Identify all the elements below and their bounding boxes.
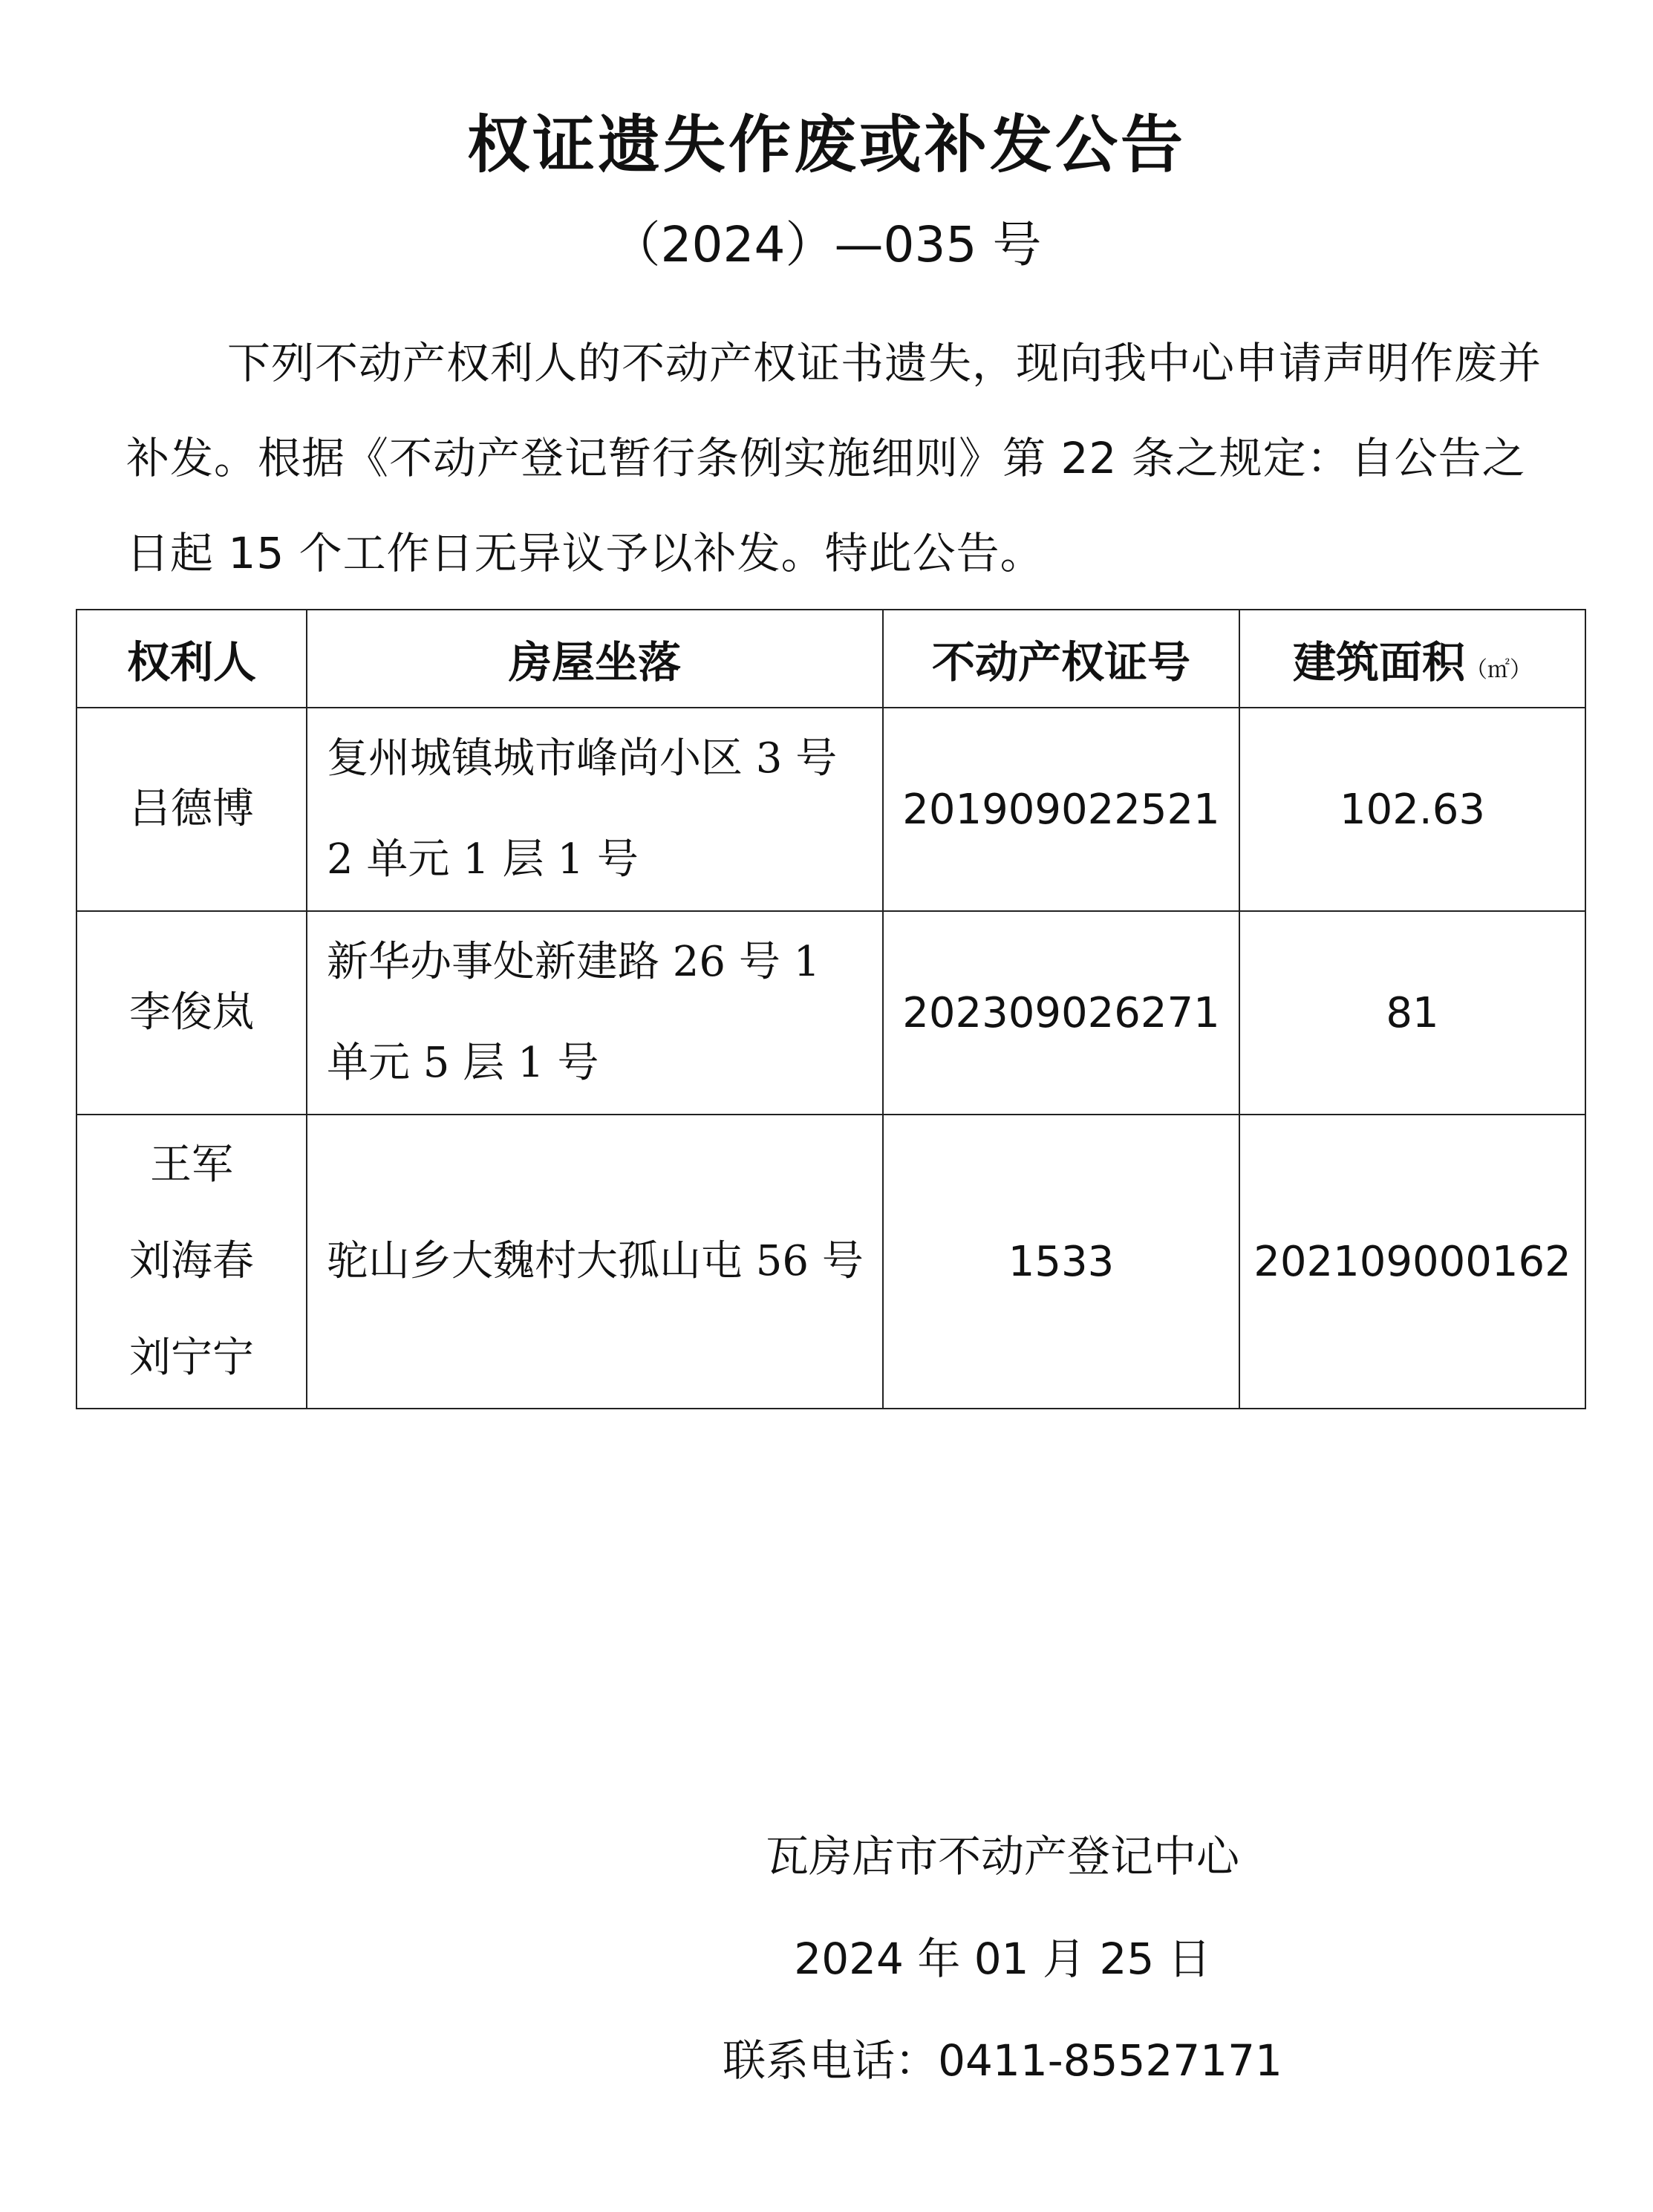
header-location: 房屋坐落 [307,610,883,708]
area-cell: 102.63 [1239,708,1585,911]
issuing-organization: 瓦房店市不动产登记中心 [765,1831,1239,1882]
location-cell: 新华办事处新建路 26 号 1 单元 5 层 1 号 [307,911,883,1115]
cert-no-cell: 1533 [883,1115,1239,1409]
header-cert-no: 不动产权证号 [883,610,1239,708]
holder-cell [76,911,307,1115]
location-cell: 复州城镇城市峰尚小区 3 号 2 单元 1 层 1 号 [307,708,883,911]
cert-no-cell: 202309026271 [883,911,1239,1115]
holder-name: 王军 [150,1141,233,1189]
notice-date: 2024 年 01 月 25 日 [794,1934,1211,1984]
location-cell: 驼山乡大魏村大孤山屯 56 号 [307,1115,883,1409]
table-header-row [76,610,1585,708]
notice-title: 权证遗失作废或补发公告 [466,108,1186,181]
holder-name: 刘宁宁 [129,1334,254,1382]
table-row [76,1115,1585,1409]
area-cell: 81 [1239,911,1585,1115]
holder-cell [76,708,307,911]
header-area-label: 建筑面积 [1292,637,1465,688]
holder-name: 刘海春 [129,1237,254,1285]
cert-no-cell: 201909022521 [883,708,1239,911]
area-cell: 202109000162 [1239,1115,1585,1409]
header-area [1239,610,1585,708]
holder-name: 李俊岚 [129,988,254,1037]
notice-number: （2024）—035 号 [611,216,1042,273]
header-area-unit: （㎡） [1465,657,1532,683]
contact-phone: 联系电话：0411-85527171 [723,2035,1282,2086]
header-holder: 权利人 [76,610,307,708]
holder-name: 吕德博 [129,785,254,833]
certificate-table [76,609,1586,1409]
notice-body: 下列不动产权利人的不动产权证书遗失，现向我中心申请声明作废并补发。根据《不动产登记暂行条例实施细则》第 22 条之规定：自公告之日起 15 个工作日无异议予以补发。特此公告。 [126,338,1542,578]
holder-cell [76,1115,307,1409]
table-row [76,911,1585,1115]
table-row [76,708,1585,911]
